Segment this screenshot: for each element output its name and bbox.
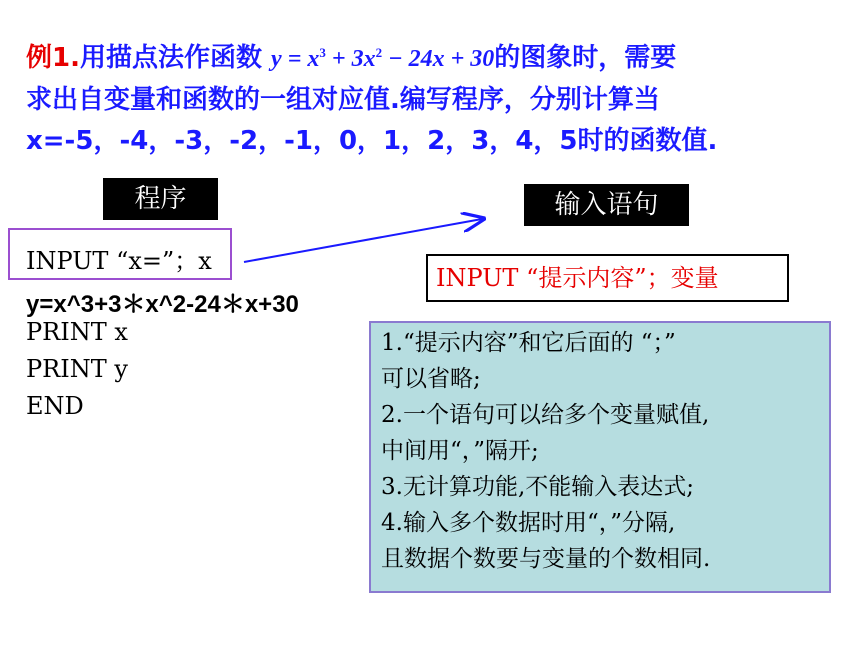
code-line-print-x: PRINT x bbox=[26, 318, 128, 346]
notes-box bbox=[369, 321, 831, 593]
function-formula: $y = x^3 + 3x^2 - 24x + 30$ bbox=[271, 45, 495, 72]
note-line: 可以省略; bbox=[381, 366, 481, 392]
example-label: 例1. bbox=[26, 43, 80, 73]
program-label: 程序 bbox=[103, 178, 218, 220]
intro-text-after-formula: 的图象时，需要 bbox=[494, 43, 677, 73]
intro-line-3: x=-5，-4，-3，-2，-1，0，1，2，3，4，5时的函数值. bbox=[26, 126, 718, 156]
intro-text-before-formula: 用描点法作函数 bbox=[79, 43, 262, 73]
note-line: 且数据个数要与变量的个数相同. bbox=[381, 546, 711, 572]
note-line: 中间用“，”隔开; bbox=[381, 438, 539, 464]
input-statement-label: 输入语句 bbox=[524, 184, 689, 226]
note-line: 1.“提示内容”和它后面的 “；” bbox=[381, 330, 676, 356]
intro-line-2: 求出自变量和函数的一组对应值.编写程序，分别计算当 bbox=[26, 85, 660, 115]
note-line: 4.输入多个数据时用“，”分隔, bbox=[381, 510, 676, 536]
code-line-input: INPUT “x=”；x bbox=[26, 247, 212, 275]
input-syntax-box: INPUT “提示内容”；变量 bbox=[426, 254, 789, 302]
code-line-end: END bbox=[26, 392, 84, 420]
note-line: 2.一个语句可以给多个变量赋值, bbox=[381, 402, 710, 428]
code-line-assign: y=x^3+3＊x^2-24＊x+30 bbox=[26, 291, 299, 318]
code-line-print-y: PRINT y bbox=[26, 355, 128, 383]
note-line: 3.无计算功能,不能输入表达式; bbox=[381, 474, 695, 500]
